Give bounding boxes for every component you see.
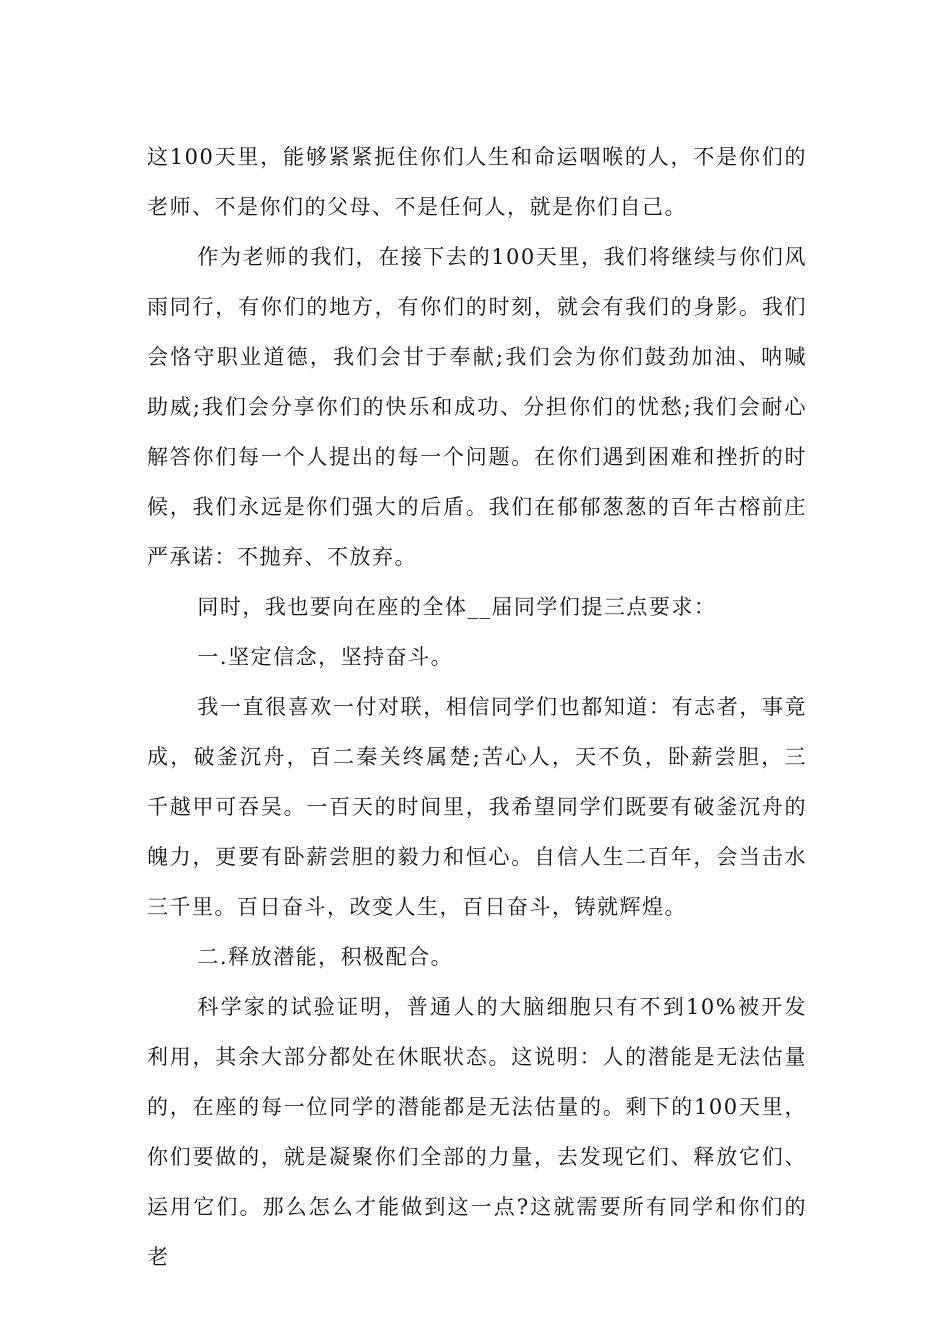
paragraph-potential: 科学家的试验证明，普通人的大脑细胞只有不到10%被开发利用，其余大部分都处在休眠状态。这说明：人的潜能是无法估量的，在座的每一位同学的潜能都是无法估量的。剩下的100天里，你们要做的，就是凝聚你们全部的力量，去发现它们、释放它们、运用它们。那么怎么才能做到这一点?这就需要所有同学和你们的老 [147,995,807,1269]
paragraph-teachers-commitment: 作为老师的我们，在接下去的100天里，我们将继续与你们风雨同行，有你们的地方，有你们的时刻，就会有我们的身影。我们会恪守职业道德，我们会甘于奉献;我们会为你们鼓劲加油、呐喊助威;我们会分享你们的快乐和成功、分担你们的忧愁;我们会耐心解答你们每一个人提出的每一个问题。在你们遇到困难和挫折的时候，我们永远是你们强大的后盾。我们在郁郁葱葱的百年古榕前庄严承诺：不抛弃、不放弃。 [147,245,807,569]
heading-requirement-one: 一.坚定信念，坚持奋斗。 [197,645,454,669]
paragraph-requirements-intro: 同时，我也要向在座的全体__届同学们提三点要求： [197,595,717,619]
paragraph-couplet: 我一直很喜欢一付对联，相信同学们也都知道：有志者，事竟成，破釜沉舟，百二秦关终属楚;苦心人，天不负，卧薪尝胆，三千越甲可吞吴。一百天的时间里，我希望同学们既要有破釜沉舟的魄力，更要有卧薪尝胆的毅力和恒心。自信人生二百年，会当击水三千里。百日奋斗，改变人生，百日奋斗，铸就辉煌。 [147,695,807,919]
paragraph-continuation: 这100天里，能够紧紧扼住你们人生和命运咽喉的人，不是你们的老师、不是你们的父母、不是任何人，就是你们自己。 [147,145,807,219]
document-body [147,132,807,1282]
heading-requirement-two: 二.释放潜能，积极配合。 [197,945,454,969]
